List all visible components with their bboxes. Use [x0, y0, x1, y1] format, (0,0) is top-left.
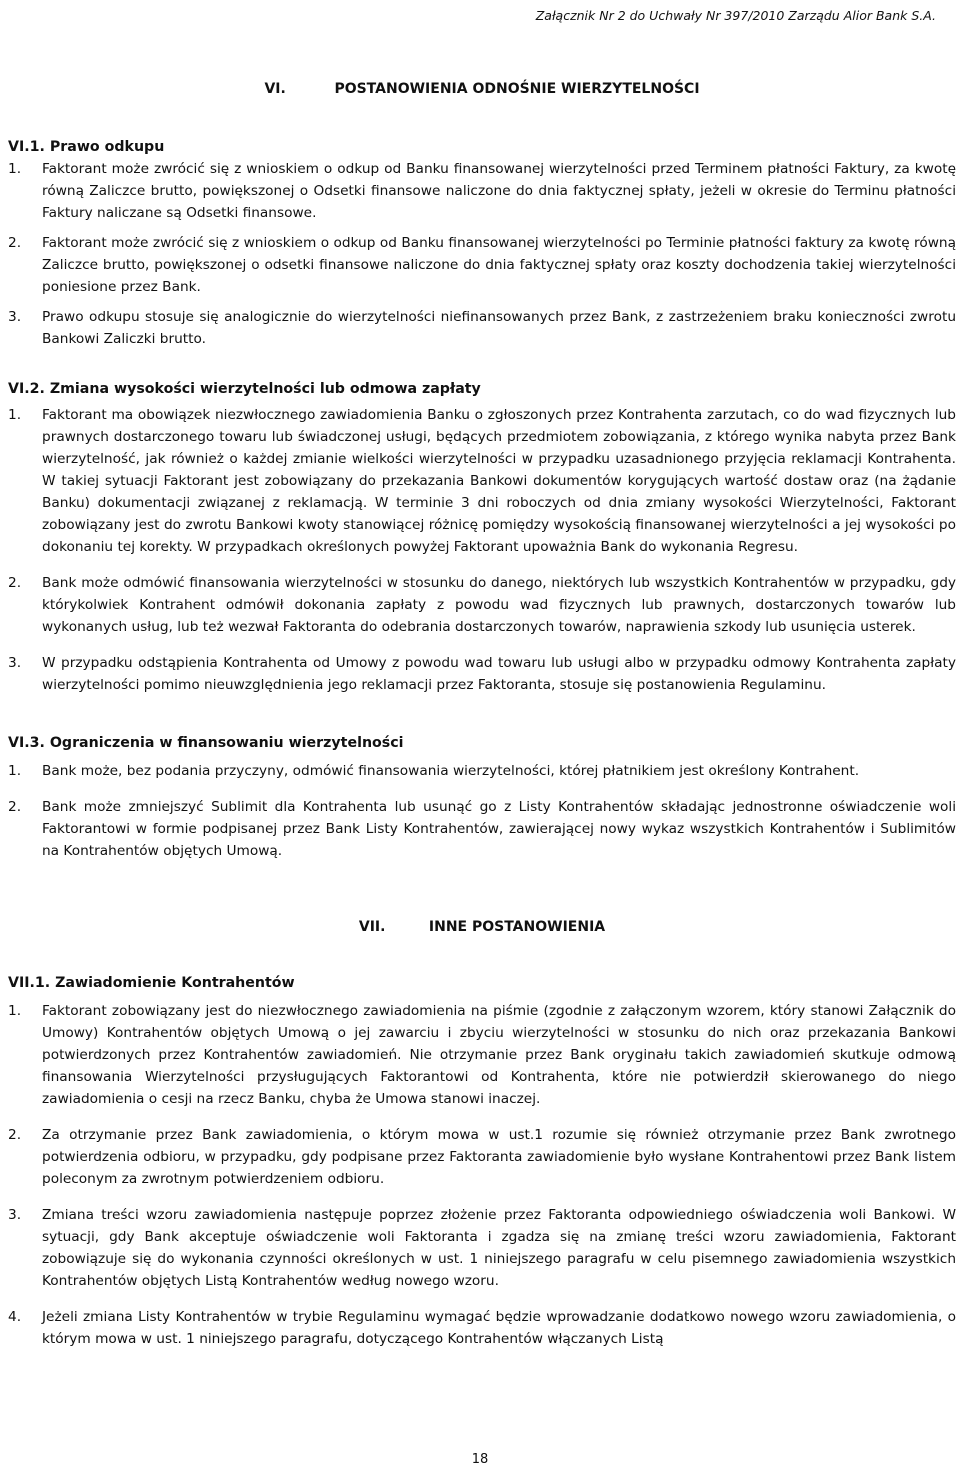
- chapter-title: POSTANOWIENIA ODNOŚNIE WIERZYTELNOŚCI: [334, 81, 700, 97]
- list-item: [8, 760, 956, 782]
- item-number: 2.: [8, 575, 22, 591]
- item-text: Bank może zmniejszyć Sublimit dla Kontrahenta lub usunąć go z Listy Kontrahentów składając jednostronne oświadczenie woli Faktorantowi w formie podpisanej przez Bank Listy Kontrahentów, zawierającej nowy wykaz wszystkich Kontrahentów i Sublimitów na Kontrahentów objętych Umową.: [42, 799, 956, 859]
- chapter-title: INNE POSTANOWIENIA: [428, 919, 606, 935]
- item-number: 1.: [8, 407, 22, 423]
- section-heading-vi-1: VI.1. Prawo odkupu: [8, 139, 165, 155]
- item-text: Za otrzymanie przez Bank zawiadomienia, o którym mowa w ust.1 rozumie się również otrzymanie przez Bank zwrotnego potwierdzenia odbioru, w przypadku, gdy podpisane przez Faktoranta zawiadomienie było wysłane Kontrahentowi przez Bank listem poleconym za zwrotnym potwierdzeniem odbioru.: [42, 1127, 956, 1187]
- item-text: Jeżeli zmiana Listy Kontrahentów w trybie Regulaminu wymagać będzie wprowadzanie dodatkowo nowego wzoru zawiadomienia, o którym mowa w ust. 1 niniejszego paragrafu, dotyczącego Kontrahentów włączanych Listą: [42, 1309, 956, 1347]
- chapter-number: VII.: [358, 919, 386, 935]
- section-heading-vii-1: VII.1. Zawiadomienie Kontrahentów: [8, 975, 295, 991]
- item-number: 4.: [8, 1309, 22, 1325]
- chapter-heading-vi: [8, 78, 956, 100]
- list-item: [8, 1306, 956, 1350]
- page-number: 18: [471, 1452, 489, 1467]
- document-page: [8, 78, 956, 1350]
- section-heading-vi-3: VI.3. Ograniczenia w finansowaniu wierzytelności: [8, 735, 404, 751]
- list-item: [8, 232, 956, 298]
- item-number: 1.: [8, 1003, 22, 1019]
- list-item: [8, 572, 956, 638]
- item-number: 2.: [8, 235, 22, 251]
- list-item: [8, 1204, 956, 1292]
- item-number: 1.: [8, 161, 22, 177]
- chapter-heading-vii: [8, 916, 956, 938]
- item-text: W przypadku odstąpienia Kontrahenta od Umowy z powodu wad towaru lub usługi albo w przypadku odmowy Kontrahenta zapłaty wierzytelności pomimo nieuwzględnienia jego reklamacji przez Faktoranta, stosuje się postanowienia Regulaminu.: [42, 655, 956, 693]
- header-note: Załącznik Nr 2 do Uchwały Nr 397/2010 Zarządu Alior Bank S.A.: [535, 8, 936, 23]
- item-text: Prawo odkupu stosuje się analogicznie do wierzytelności niefinansowanych przez Bank, z zastrzeżeniem braku konieczności zwrotu Bankowi Zaliczki brutto.: [42, 309, 956, 347]
- item-text: Faktorant zobowiązany jest do niezwłocznego zawiadomienia na piśmie (zgodnie z załączonym wzorem, który stanowi Załącznik do Umowy) Kontrahentów objętych Umową o jej zawarciu i zbyciu wierzytelności w stosunku do nich oraz przekazania Bankowi potwierdzonych przez Kontrahentów zawiadomień. Nie otrzymanie przez Bank oryginału takich zawiadomień skutkuje odmową finansowania Wierzytelności przysługujących Faktorantowi od Kontrahenta, które nie potwierdził skierowanego do niego zawiadomienia o cesji na rzecz Banku, chyba że Umowa stanowi inaczej.: [42, 1003, 956, 1107]
- item-text: Faktorant ma obowiązek niezwłocznego zawiadomienia Banku o zgłoszonych przez Kontrahenta zarzutach, co do wad fizycznych lub prawnych dostarczonego towaru lub świadczonej usługi, będących przedmiotem zobowiązania, z którego wynika nabyta przez Bank wierzytelność, jak również o każdej zmianie wielkości wierzytelności w przypadku uzasadnionego przyjęcia reklamacji Kontrahenta. W takiej sytuacji Faktorant jest zobowiązany do przekazania Bankowi dokumentów korygujących wartość dostaw oraz (na żądanie Banku) dokumentacji związanej z reklamacją. W terminie 3 dni roboczych od dnia zmiany wysokości Wierzytelności, Faktorant zobowiązany jest do zwrotu Bankowi kwoty stanowiącej różnicę pomiędzy wysokością finansowanej wierzytelności a jej wysokości po dokonaniu tej korekty. W przypadkach określonych powyżej Faktorant upoważnia Bank do wykonania Regresu.: [42, 407, 956, 555]
- item-text: Faktorant może zwrócić się z wnioskiem o odkup od Banku finansowanej wierzytelności przed Terminem płatności Faktury, za kwotę równą Zaliczce brutto, powiększonej o Odsetki finansowe naliczone do dnia faktycznej spłaty, jeżeli w okresie do Terminu płatności Faktury naliczane są Odsetki finansowe.: [42, 161, 956, 221]
- list-item: [8, 1000, 956, 1110]
- chapter-number: VI.: [264, 81, 286, 97]
- item-text: Bank może odmówić finansowania wierzytelności w stosunku do danego, niektórych lub wszystkich Kontrahentów w przypadku, gdy którykolwiek Kontrahent odmówił dokonania zapłaty z powodu wad fizycznych lub prawnych, dostarczonych towarów lub wykonanych usług, lub też wezwał Faktoranta do odebrania dostarczonych towarów, naprawienia szkody lub usunięcia usterek.: [42, 575, 956, 635]
- item-number: 3.: [8, 309, 22, 325]
- item-text: Bank może, bez podania przyczyny, odmówić finansowania wierzytelności, której płatnikiem jest określony Kontrahent.: [42, 763, 860, 779]
- list-item: [8, 158, 956, 224]
- item-number: 2.: [8, 799, 22, 815]
- list-item: [8, 306, 956, 350]
- item-text: Zmiana treści wzoru zawiadomienia następuje poprzez złożenie przez Faktoranta odpowiedniego oświadczenia woli Bankowi. W sytuacji, gdy Bank akceptuje oświadczenie woli Faktoranta i zgadza się na zmianę treści wzoru zawiadomienia, Faktorant zobowiązuje się do wykonania czynności określonych w ust. 1 niniejszego paragrafu w celu pisemnego zawiadomienia wszystkich Kontrahentów objętych Listą Kontrahentów według nowego wzoru.: [42, 1207, 956, 1289]
- list-item: [8, 652, 956, 696]
- list-item: [8, 1124, 956, 1190]
- item-number: 3.: [8, 1207, 22, 1223]
- list-item: [8, 404, 956, 558]
- item-number: 3.: [8, 655, 22, 671]
- item-text: Faktorant może zwrócić się z wnioskiem o odkup od Banku finansowanej wierzytelności po Terminie płatności faktury za kwotę równą Zaliczce brutto, powiększonej o odsetki finansowe naliczone do dnia faktycznej spłaty oraz koszty dochodzenia takiej wierzytelności poniesione przez Bank.: [42, 235, 956, 295]
- section-heading-vi-2: VI.2. Zmiana wysokości wierzytelności lub odmowa zapłaty: [8, 381, 481, 397]
- item-number: 2.: [8, 1127, 22, 1143]
- item-number: 1.: [8, 763, 22, 779]
- list-item: [8, 796, 956, 862]
